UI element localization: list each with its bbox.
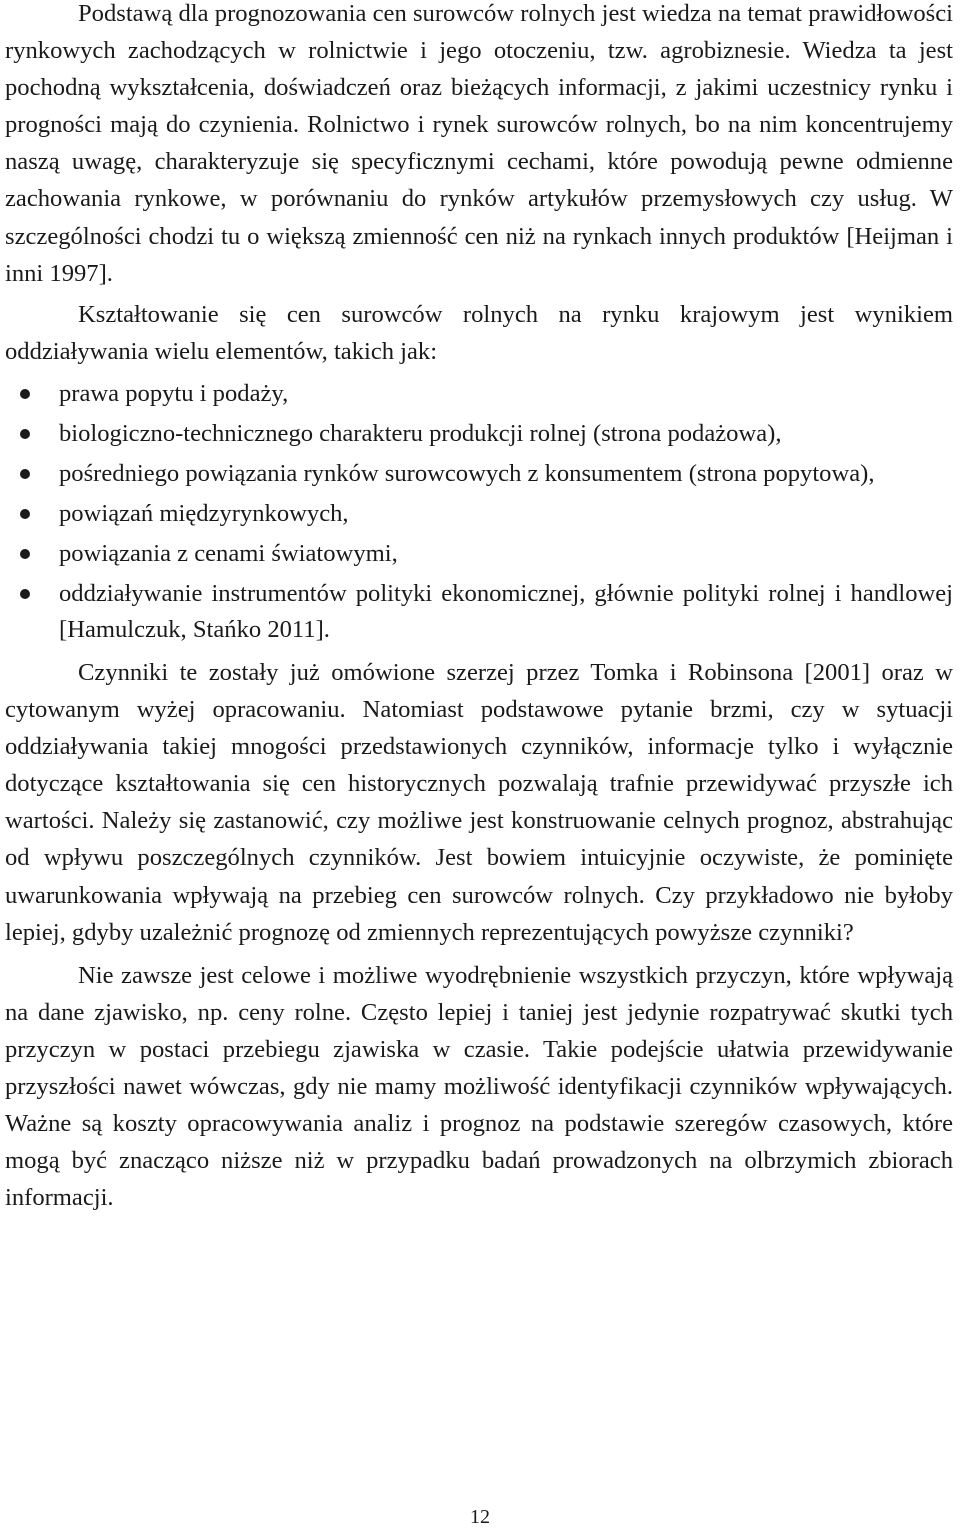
list-item — [5, 376, 953, 412]
list-item — [5, 416, 953, 452]
list-item — [5, 576, 953, 648]
paragraph-time-series-approach: Nie zawsze jest celowe i możliwe wyodrębnienie wszystkich przyczyn, które wpływają na dane zjawisko, np. ceny rolne. Często lepiej i taniej jest jedynie rozpatrywać skutki tych przyczyn w postaci przebiegu zjawiska w czasie. Takie podejście ułatwia przewidywanie przyszłości nawet wówczas, gdy nie mamy możliwość identyfikacji czynników wpływających. Ważne są koszty opracowywania analiz i prognoz na podstawie szeregów czasowych, które mogą być znacząco niższe niż w przypadku badań prowadzonych na olbrzymich zbiorach informacji. — [5, 961, 953, 1212]
bullet-dot-icon — [20, 509, 30, 519]
factors-list — [5, 376, 953, 648]
list-item — [5, 536, 953, 572]
list-item — [5, 456, 953, 492]
list-item-text: powiązania z cenami światowymi, — [59, 539, 398, 567]
bullet-dot-icon — [20, 549, 30, 559]
bullet-dot-icon — [20, 429, 30, 439]
list-item-text: pośredniego powiązania rynków surowcowych z konsumentem (strona popytowa), — [59, 459, 875, 487]
list-item-text: powiązań międzyrynkowych, — [59, 499, 349, 527]
list-item-text: prawa popytu i podaży, — [59, 379, 289, 407]
bullet-dot-icon — [20, 389, 30, 399]
paragraph-factors-discussion: Czynniki te zostały już omówione szerzej przez Tomka i Robinsona [2001] oraz w cytowanym wyżej opracowaniu. Natomiast podstawowe pytanie brzmi, czy w sytuacji oddziaływania takiej mnogości przedstawionych czynników, informacje tylko i wyłącznie dotyczące kształtowania się cen historycznych pozwalają trafnie przewidywać przyszłe ich wartości. Należy się zastanowić, czy możliwe jest konstruowanie celnych prognoz, abstrahując od wpływu poszczególnych czynników. Jest bowiem intuicyjnie oczywiste, że pominięte uwarunkowania wpływają na przebieg cen surowców rolnych. Czy przykładowo nie byłoby lepiej, gdyby uzależnić prognozę od zmiennych reprezentujących powyższe czynniki? — [5, 658, 953, 946]
page-number: 12 — [470, 1506, 490, 1528]
list-item — [5, 496, 953, 532]
bullet-dot-icon — [20, 589, 30, 599]
document-page — [5, 0, 953, 1216]
list-item-text: biologiczno-technicznego charakteru produkcji rolnej (strona podażowa), — [59, 419, 782, 447]
paragraph-price-formation: Kształtowanie się cen surowców rolnych na rynku krajowym jest wynikiem oddziaływania wielu elementów, takich jak: — [5, 300, 953, 365]
list-item-text: oddziaływanie instrumentów polityki ekonomicznej, głównie polityki rolnej i handlowej [Hamulczuk, Stańko 2011]. — [59, 579, 953, 643]
paragraph-price-forecasting-basis: Podstawą dla prognozowania cen surowców rolnych jest wiedza na temat prawidłowości rynkowych zachodzących w rolnictwie i jego otoczeniu, tzw. agrobiznesie. Wiedza ta jest pochodną wykształcenia, doświadczeń oraz bieżących informacji, z jakimi uczestnicy rynku i progności mają do czynienia. Rolnictwo i rynek surowców rolnych, bo na nim koncentrujemy naszą uwagę, charakteryzuje się specyficznymi cechami, które powodują pewne odmienne zachowania rynkowe, w porównaniu do rynków artykułów przemysłowych czy usług. W szczególności chodzi tu o większą zmienność cen niż na rynkach innych produktów [Heijman i inni 1997]. — [5, 0, 953, 287]
bullet-dot-icon — [20, 469, 30, 479]
